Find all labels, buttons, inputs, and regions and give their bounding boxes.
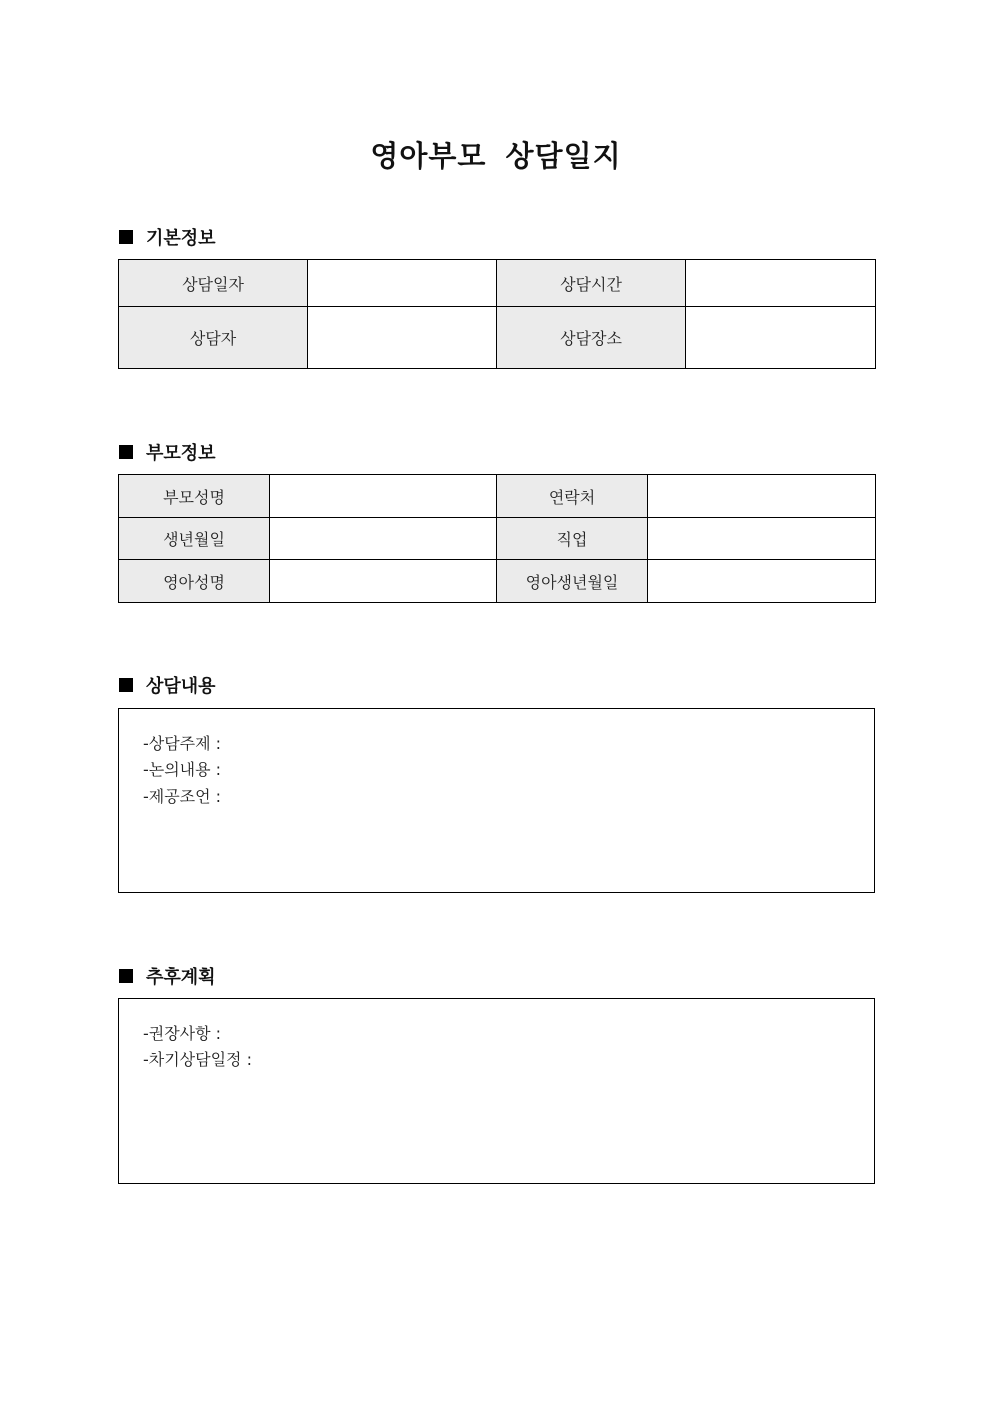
value-cell-birthdate[interactable] — [270, 518, 497, 560]
basic-info-table — [118, 259, 876, 369]
label-cell: 연락처 — [497, 475, 648, 518]
section-heading-parent-info — [119, 439, 216, 465]
page-title: 영아부모 상담일지 — [370, 139, 622, 173]
label-cell: 상담자 — [119, 307, 308, 369]
discussion-line: -논의내용 : — [143, 760, 222, 779]
value-cell-counselor[interactable] — [308, 307, 497, 369]
table-row — [119, 560, 876, 603]
table-row — [119, 518, 876, 560]
black-square-icon — [119, 969, 133, 983]
label-cell: 생년월일 — [119, 518, 270, 560]
advice-line: -제공조언 : — [143, 787, 222, 806]
section-heading-label: 추후계획 — [146, 967, 216, 988]
value-cell-parent-name[interactable] — [270, 475, 497, 518]
label-cell: 상담일자 — [119, 260, 308, 307]
value-cell-contact[interactable] — [648, 475, 876, 518]
label-cell: 영아성명 — [119, 560, 270, 603]
section-heading-label: 기본정보 — [146, 228, 216, 249]
label-cell: 부모성명 — [119, 475, 270, 518]
value-cell-counsel-time[interactable] — [686, 260, 876, 307]
section-heading-follow-up-plan — [119, 963, 216, 989]
recommendation-line: -권장사항 : — [143, 1024, 222, 1043]
follow-up-plan-box[interactable] — [118, 998, 875, 1184]
black-square-icon — [119, 230, 133, 244]
counsel-topic-line: -상담주제 : — [143, 734, 222, 753]
table-row — [119, 475, 876, 518]
section-heading-basic-info — [119, 224, 216, 250]
section-heading-counsel-content — [119, 672, 216, 698]
next-session-line: -차기상담일정 : — [143, 1050, 252, 1069]
label-cell: 영아생년월일 — [497, 560, 648, 603]
label-cell: 상담장소 — [497, 307, 686, 369]
black-square-icon — [119, 678, 133, 692]
counsel-content-box[interactable] — [118, 708, 875, 893]
section-heading-label: 상담내용 — [146, 676, 216, 697]
section-heading-label: 부모정보 — [146, 443, 216, 464]
value-cell-infant-birthdate[interactable] — [648, 560, 876, 603]
value-cell-occupation[interactable] — [648, 518, 876, 560]
label-cell: 직업 — [497, 518, 648, 560]
black-square-icon — [119, 445, 133, 459]
table-row — [119, 307, 876, 369]
table-row — [119, 260, 876, 307]
label-cell: 상담시간 — [497, 260, 686, 307]
parent-info-table — [118, 474, 876, 603]
value-cell-counsel-place[interactable] — [686, 307, 876, 369]
value-cell-counsel-date[interactable] — [308, 260, 497, 307]
value-cell-infant-name[interactable] — [270, 560, 497, 603]
